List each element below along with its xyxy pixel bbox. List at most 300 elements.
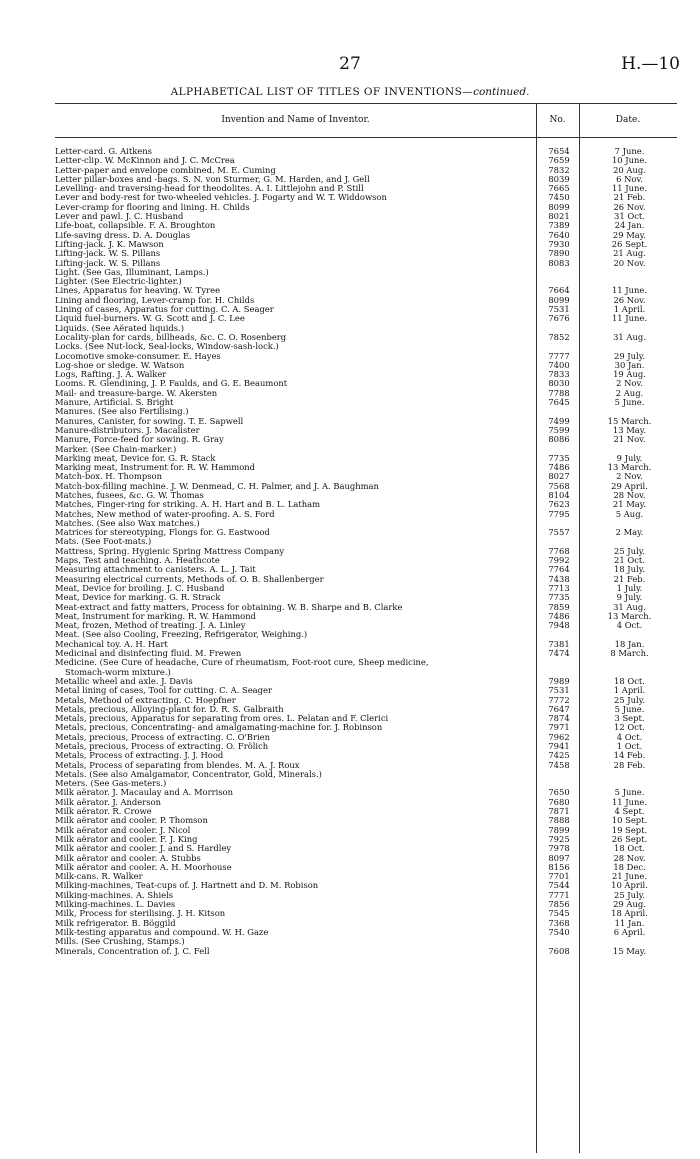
- table-row: [55, 872, 677, 881]
- invention-title: Log-shoe or sledge. W. Watson: [55, 360, 185, 370]
- invention-title: Locomotive smoke-consumer. E. Hayes: [55, 351, 221, 361]
- table-row: [55, 705, 677, 714]
- invention-date: 11 June.: [611, 313, 648, 324]
- invention-date: 13 March.: [607, 462, 652, 473]
- invention-title: Milking-machines. A. Shiels: [55, 890, 174, 900]
- table-row: [55, 640, 677, 649]
- invention-number: 7647: [548, 703, 570, 714]
- invention-date: 4 Sept.: [614, 806, 645, 817]
- invention-date: 29 July.: [613, 350, 646, 361]
- invention-title: Match-box-filling machine. J. W. Denmead, C. H. Palmer, and J. A. Baughman: [55, 481, 379, 491]
- invention-date: 2 Nov.: [616, 471, 643, 482]
- invention-number: 8030: [548, 378, 570, 389]
- invention-title: Matches. (See also Wax matches.): [55, 518, 200, 528]
- table-row: [55, 491, 677, 500]
- table-row: [55, 324, 677, 333]
- invention-title: Meat, Device for broiling. J. C. Husband: [55, 583, 225, 593]
- invention-title: Manure, Force-feed for sowing. R. Gray: [55, 435, 224, 445]
- invention-date: 20 Aug.: [613, 164, 646, 175]
- invention-title: Milking-machines, Teat-cups of. J. Hartnett and D. M. Robison: [55, 881, 319, 891]
- invention-title: Letter-card. G. Aitkens: [55, 147, 152, 156]
- table-row: [55, 826, 677, 835]
- invention-date: 9 July.: [616, 592, 643, 603]
- invention-title: Lines, Apparatus for heaving. W. Tyree: [55, 286, 221, 296]
- invention-title: Marking meat, Instrument for. R. W. Hammond: [55, 463, 256, 473]
- table-row: [55, 184, 677, 193]
- table-row: [55, 333, 677, 342]
- invention-date: 11 June.: [611, 796, 648, 807]
- invention-title: Marker. (See Chain-marker.): [55, 444, 177, 454]
- invention-number: 7735: [548, 592, 570, 603]
- invention-number: 8099: [548, 294, 570, 305]
- invention-date: 29 May.: [612, 229, 647, 240]
- invention-date: 12 Oct.: [614, 722, 645, 733]
- invention-title: Levelling- and traversing-head for theodolites. A. I. Littlejohn and P. Still: [55, 184, 364, 194]
- invention-number: 7531: [548, 304, 570, 315]
- table-row: [55, 537, 677, 546]
- invention-number: 7438: [548, 573, 570, 584]
- invention-date: 21 Feb.: [613, 192, 646, 203]
- table-row: [55, 463, 677, 472]
- invention-number: 7368: [548, 917, 570, 928]
- invention-number: 7545: [548, 908, 570, 919]
- table-row: [55, 584, 677, 593]
- invention-date: 5 June.: [614, 703, 645, 714]
- invention-date: 4 Oct.: [616, 620, 643, 631]
- invention-title: Liquid fuel-burners. W. G. Scott and J. C. Lee: [55, 314, 245, 324]
- invention-number: 7930: [548, 238, 570, 249]
- invention-number: 7948: [548, 620, 570, 631]
- table-row: [55, 854, 677, 863]
- table-row: [55, 816, 677, 825]
- invention-title: Marking meat, Device for. G. R. Stack: [55, 453, 216, 463]
- invention-title: Matches, fusees, &c. G. W. Thomas: [55, 490, 204, 500]
- invention-number: 7400: [548, 359, 570, 370]
- invention-title: Locks. (See Nut-lock, Seal-locks, Window-sash-lock.): [55, 342, 279, 352]
- invention-title: Lining of cases, Apparatus for cutting. C. A. Seager: [55, 305, 274, 315]
- table-row: [55, 696, 677, 705]
- table-row: [55, 166, 677, 175]
- invention-number: 8086: [548, 434, 570, 445]
- invention-date: 8 March.: [610, 648, 649, 659]
- invention-title: Milk refrigerator. B. Böggild: [55, 918, 176, 928]
- table-row: [55, 603, 677, 612]
- invention-date: 15 May.: [612, 945, 647, 956]
- table-row: [55, 714, 677, 723]
- invention-date: 26 Sept.: [611, 238, 648, 249]
- header-invention: Invention and Name of Inventor.: [221, 115, 370, 125]
- invention-title: Lever and pawl. J. C. Husband: [55, 212, 184, 222]
- table-row: [55, 881, 677, 890]
- invention-date: 13 March.: [607, 610, 652, 621]
- table-row: [55, 398, 677, 407]
- invention-number: 7859: [548, 601, 570, 612]
- invention-title: Lever and body-rest for two-wheeled vehicles. J. Fogarty and W. T. Widdowson: [55, 193, 387, 203]
- table-row: [55, 863, 677, 872]
- invention-date: 11 June.: [611, 183, 648, 194]
- table-row: [55, 909, 677, 918]
- invention-title: Meat, frozen, Method of treating. J. A. Linley: [55, 621, 246, 631]
- invention-number: 8039: [548, 173, 570, 184]
- invention-date: 10 Sept.: [611, 815, 648, 826]
- invention-number: 7771: [548, 889, 570, 900]
- table-row: [55, 565, 677, 574]
- invention-number: 7557: [548, 527, 570, 538]
- invention-number: 7764: [548, 564, 570, 575]
- invention-title: Mechanical toy. A. H. Hart: [55, 639, 168, 649]
- invention-title: Letter-clip. W. McKinnon and J. C. McCrea: [55, 156, 235, 166]
- table-row: [55, 686, 677, 695]
- table-row: [55, 193, 677, 202]
- table-row: [55, 426, 677, 435]
- table-row: [55, 472, 677, 481]
- table-row: [55, 519, 677, 528]
- invention-title: Milk aërator. J. Anderson: [55, 797, 161, 807]
- invention-date: 30 Jan.: [614, 359, 645, 370]
- invention-title: Mail- and treasure-barge. W. Akersten: [55, 388, 218, 398]
- invention-title: Measuring electrical currents, Methods of. O. B. Shallenberger: [55, 574, 324, 584]
- table-row: [55, 221, 677, 230]
- page-number: 27: [339, 54, 361, 74]
- table-row: [55, 677, 677, 686]
- invention-title: Lifting-jack. J. K. Mawson: [55, 239, 164, 249]
- invention-date: 20 Nov.: [613, 257, 646, 268]
- invention-title: Liquids. (See Aërated liquids.): [55, 323, 184, 333]
- invention-title: Locality-plan for cards, billheads, &c. C. O. Rosenberg: [55, 332, 287, 342]
- invention-title: Meat-extract and fatty matters, Process for obtaining. W. B. Sharpe and B. Clarke: [55, 602, 403, 612]
- invention-title: Metals, precious, Process of extracting. C. O'Brien: [55, 732, 270, 742]
- invention-title: Maps, Test and teaching. A. Heathcote: [55, 556, 220, 566]
- invention-number: 7645: [548, 397, 570, 408]
- table-row: [55, 203, 677, 212]
- invention-title: Milk-testing apparatus and compound. W. H. Gaze: [55, 927, 269, 937]
- invention-number: 7389: [548, 220, 570, 231]
- invention-date: 2 Nov.: [616, 378, 643, 389]
- table-row: [55, 649, 677, 658]
- invention-title: Manure-distributors. J. Macalister: [55, 425, 200, 435]
- invention-title: Manures, Canister, for sowing. T. E. Sapwell: [55, 416, 244, 426]
- table-row: [55, 733, 677, 742]
- invention-title: Milk aërator and cooler. J. and S. Hardley: [55, 844, 232, 854]
- table-row: [55, 342, 677, 351]
- table-row: [55, 500, 677, 509]
- invention-title: Measuring attachment to canisters. A. L. J. Tait: [55, 565, 256, 575]
- table-row: [55, 156, 677, 165]
- invention-date: 1 April.: [613, 685, 646, 696]
- invention-title: Milk aërator and cooler. J. Nicol: [55, 825, 191, 835]
- table-row: [55, 919, 677, 928]
- table-row: [55, 947, 677, 956]
- invention-title: Milk, Process for sterilising. J. H. Kitson: [55, 909, 226, 919]
- table-row: [55, 528, 677, 537]
- invention-date: 5 June.: [614, 787, 645, 798]
- title-continued: continued.: [473, 86, 530, 98]
- invention-date: 2 Aug.: [615, 387, 644, 398]
- invention-number: 8156: [548, 861, 570, 872]
- table-row: [55, 937, 677, 946]
- invention-date: 25 July.: [613, 694, 646, 705]
- table-row: [55, 742, 677, 751]
- invention-title: Manures. (See also Fertilising.): [55, 407, 189, 417]
- table-row: [55, 844, 677, 853]
- table-row: [55, 547, 677, 556]
- invention-number: 7899: [548, 824, 570, 835]
- invention-title: Milk aërator and cooler. A. Stubbs: [55, 853, 201, 863]
- invention-number: 8027: [548, 471, 570, 482]
- table-row: [55, 621, 677, 630]
- invention-number: 7640: [548, 229, 570, 240]
- invention-number: 7833: [548, 369, 570, 380]
- invention-number: 7852: [548, 331, 570, 342]
- invention-date: 24 Jan.: [614, 220, 645, 231]
- invention-date: 31 Aug.: [613, 331, 646, 342]
- invention-number: 8104: [548, 489, 570, 500]
- invention-title: Metals. (See also Amalgamator, Concentrator, Gold, Minerals.): [55, 769, 322, 779]
- inventions-table: [55, 103, 677, 1153]
- table-row: [55, 314, 677, 323]
- invention-number: 7486: [548, 610, 570, 621]
- invention-number: 7650: [548, 787, 570, 798]
- invention-title: Matches, Finger-ring for striking. A. H. Hart and B. L. Latham: [55, 500, 321, 510]
- invention-title: Lining and flooring, Lever-cramp for. H. Childs: [55, 295, 255, 305]
- invention-number: 7544: [548, 880, 570, 891]
- invention-title: Mattress, Spring. Hygienic Spring Mattress Company: [55, 546, 285, 556]
- invention-date: 28 Nov.: [613, 489, 646, 500]
- invention-date: 1 Oct.: [616, 741, 643, 751]
- table-row: [55, 305, 677, 314]
- invention-date: 7 June.: [614, 146, 645, 156]
- table-row: [55, 389, 677, 398]
- table-row: [55, 212, 677, 221]
- invention-title: Lighter. (See Electric-lighter.): [55, 277, 182, 287]
- table-row: [55, 231, 677, 240]
- invention-title: Milk aërator and cooler. F. J. King: [55, 834, 198, 844]
- invention-title: Lifting-jack. W. S. Pillans: [55, 249, 161, 259]
- table-row: [55, 286, 677, 295]
- table-row: [55, 259, 677, 268]
- table-row: [55, 668, 677, 677]
- table-row: [55, 798, 677, 807]
- table-row: [55, 751, 677, 760]
- invention-number: 7978: [548, 843, 570, 854]
- invention-date: 6 April.: [613, 926, 646, 937]
- invention-number: 7874: [548, 713, 570, 724]
- invention-title: Metals, precious, Apparatus for separating from ores. L. Pelatan and F. Clerici: [55, 714, 389, 724]
- invention-title: Metals, Process of separating from blendes. M. A. J. Roux: [55, 760, 300, 770]
- invention-date: 21 Oct.: [614, 555, 645, 566]
- invention-title: Matches, New method of water-proofing. A. S. Ford: [55, 509, 275, 519]
- invention-number: 7659: [548, 155, 570, 166]
- table-row: [55, 723, 677, 732]
- invention-date: 21 Feb.: [613, 573, 646, 584]
- invention-title: Looms. R. Glendining, J. P. Faulds, and G. E. Beaumont: [55, 379, 288, 389]
- invention-number: 7795: [548, 508, 570, 519]
- invention-number: 8083: [548, 257, 570, 268]
- invention-date: 25 July.: [613, 545, 646, 556]
- invention-number: 7989: [548, 675, 570, 686]
- invention-number: 7856: [548, 899, 570, 910]
- invention-date: 26 Nov.: [613, 294, 646, 305]
- invention-date: 29 April.: [611, 480, 648, 491]
- invention-number: 7458: [548, 759, 570, 770]
- invention-title: Logs, Rafting. J. A. Walker: [55, 370, 167, 380]
- table-body: [55, 147, 677, 956]
- invention-number: 7713: [548, 582, 570, 593]
- invention-number: 7540: [548, 926, 570, 937]
- table-top-rule: [55, 103, 677, 104]
- invention-number: 7486: [548, 462, 570, 473]
- invention-date: 2 May.: [615, 527, 644, 538]
- invention-number: 7599: [548, 424, 570, 435]
- invention-title: Matrices for stereotyping, Flongs for. G. Eastwood: [55, 528, 270, 538]
- invention-number: 7925: [548, 833, 570, 844]
- invention-date: 14 Feb.: [613, 750, 646, 761]
- page-title: [0, 86, 700, 98]
- invention-number: 7664: [548, 285, 570, 296]
- invention-date: 19 Sept.: [611, 824, 648, 835]
- invention-number: 7474: [548, 648, 570, 659]
- table-row: [55, 835, 677, 844]
- invention-title: Lever-cramp for flooring and lining. H. Childs: [55, 202, 250, 212]
- invention-title: Letter-paper and envelope combined. M. E. Cuming: [55, 165, 276, 175]
- table-row: [55, 240, 677, 249]
- invention-title: Lifting-jack. W. S. Pillans: [55, 258, 161, 268]
- invention-date: 29 Aug.: [613, 899, 646, 910]
- invention-title: Medicine. (See Cure of headache, Cure of rheumatism, Foot-root cure, Sheep medicine,: [55, 658, 429, 668]
- invention-date: 21 Aug.: [613, 248, 646, 259]
- invention-date: 21 Nov.: [613, 434, 646, 445]
- invention-date: 28 Nov.: [613, 852, 646, 863]
- invention-number: 7425: [548, 750, 570, 761]
- invention-date: 11 Jan.: [614, 917, 645, 928]
- table-row: [55, 788, 677, 797]
- invention-date: 21 May.: [612, 499, 647, 510]
- invention-date: 31 Oct.: [614, 211, 645, 222]
- invention-number: 7499: [548, 415, 570, 426]
- invention-number: 7971: [548, 722, 570, 733]
- invention-date: 18 Dec.: [613, 861, 646, 872]
- invention-title: Meat, Instrument for marking. R. W. Hammond: [55, 611, 256, 621]
- header-no: No.: [549, 115, 566, 125]
- invention-number: 7701: [548, 871, 570, 882]
- table-row: [55, 575, 677, 584]
- invention-title: Metals, precious, Concentrating- and amalgamating-machine for. J. Robinson: [55, 723, 383, 733]
- invention-title: Manure, Artificial. S. Bright: [55, 398, 174, 408]
- invention-title: Milk-cans. R. Walker: [55, 872, 143, 882]
- table-row: [55, 407, 677, 416]
- title-main: ALPHABETICAL LIST OF TITLES OF INVENTIONS—: [170, 86, 474, 98]
- invention-date: 10 June.: [611, 155, 648, 166]
- invention-number: 7531: [548, 685, 570, 696]
- invention-number: 7680: [548, 796, 570, 807]
- table-row: [55, 417, 677, 426]
- invention-number: 7450: [548, 192, 570, 203]
- invention-number: 7992: [548, 555, 570, 566]
- invention-title: Meters. (See Gas-meters.): [55, 779, 167, 789]
- invention-title: Match-box. H. Thompson: [55, 472, 162, 482]
- invention-title: Metal lining of cases, Tool for cutting. C. A. Seager: [55, 686, 272, 696]
- invention-title: Mats. (See Foot-mats.): [55, 537, 152, 547]
- invention-title: Stomach-worm mixture.): [65, 667, 171, 677]
- invention-number: 8097: [548, 852, 570, 863]
- invention-title: Meat. (See also Cooling, Freezing, Refrigerator, Weighing.): [55, 630, 308, 640]
- table-row: [55, 249, 677, 258]
- table-row: [55, 268, 677, 277]
- invention-number: 7788: [548, 387, 570, 398]
- table-row: [55, 612, 677, 621]
- invention-title: Milk aërator and cooler. A. H. Moorhouse: [55, 862, 232, 872]
- invention-date: 19 Aug.: [613, 369, 646, 380]
- invention-date: 18 July.: [613, 564, 646, 575]
- invention-number: 7941: [548, 741, 570, 751]
- table-header-rule: [55, 137, 677, 138]
- invention-number: 7888: [548, 815, 570, 826]
- table-row: [55, 807, 677, 816]
- invention-date: 18 Oct.: [614, 675, 645, 686]
- invention-title: Metals, precious, Alloying-plant for. D. R. S. Galbraith: [55, 704, 284, 714]
- invention-number: 7381: [548, 638, 570, 649]
- table-row: [55, 761, 677, 770]
- invention-title: Metals, precious, Process of extracting. O. Frölich: [55, 742, 269, 751]
- table-row: [55, 779, 677, 788]
- table-row: [55, 658, 677, 667]
- table-row: [55, 435, 677, 444]
- invention-number: 7665: [548, 183, 570, 194]
- table-row: [55, 630, 677, 639]
- table-row: [55, 482, 677, 491]
- table-row: [55, 445, 677, 454]
- invention-date: 25 July.: [613, 889, 646, 900]
- invention-title: Minerals, Concentration of. J. C. Fell: [55, 946, 210, 956]
- table-row: [55, 928, 677, 937]
- table-row: [55, 891, 677, 900]
- invention-number: 7735: [548, 452, 570, 463]
- invention-title: Medicinal and disinfecting fluid. M. Frewen: [55, 649, 242, 659]
- table-row: [55, 454, 677, 463]
- table-row: [55, 147, 677, 156]
- invention-title: Letter pillar-boxes and -bags. S. N. von Sturmer, G. M. Harden, and J. Gell: [55, 174, 370, 184]
- invention-title: Milk aërator. R. Crowe: [55, 807, 152, 817]
- invention-date: 31 Aug.: [613, 601, 646, 612]
- table-row: [55, 175, 677, 184]
- invention-date: 9 July.: [616, 452, 643, 463]
- invention-number: 7832: [548, 164, 570, 175]
- table-row: [55, 593, 677, 602]
- invention-title: Metals, Process of extracting. J. J. Hood: [55, 751, 224, 761]
- invention-title: Milk aërator. J. Macaulay and A. Morrison: [55, 788, 233, 798]
- invention-number: 7871: [548, 806, 570, 817]
- invention-title: Metallic wheel and axle. J. Davis: [55, 676, 193, 686]
- invention-date: 1 July.: [616, 582, 643, 593]
- invention-number: 7568: [548, 480, 570, 491]
- invention-title: Life-boat, collapsible. F. A. Broughton: [55, 221, 216, 231]
- invention-date: 18 Jan.: [614, 638, 645, 649]
- invention-date: 15 March.: [607, 415, 652, 426]
- invention-date: 26 Sept.: [611, 833, 648, 844]
- invention-number: 7676: [548, 313, 570, 324]
- table-row: [55, 770, 677, 779]
- invention-title: Light. (See Gas, Illuminant, Lamps.): [55, 267, 209, 277]
- invention-title: Mills. (See Crushing, Stamps.): [55, 937, 185, 947]
- invention-date: 5 June.: [614, 397, 645, 408]
- invention-number: 7962: [548, 731, 570, 742]
- invention-title: Meat, Device for marking. G. R. Strack: [55, 593, 221, 603]
- invention-number: 7654: [548, 146, 570, 156]
- table-row: [55, 510, 677, 519]
- invention-number: 8099: [548, 201, 570, 212]
- invention-date: 26 Nov.: [613, 201, 646, 212]
- invention-number: 7772: [548, 694, 570, 705]
